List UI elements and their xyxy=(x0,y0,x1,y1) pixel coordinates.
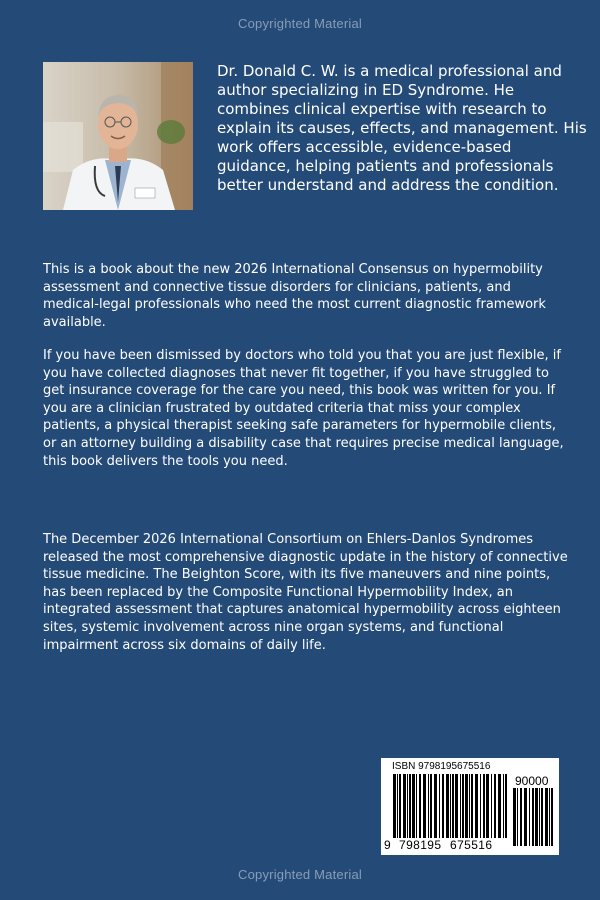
watermark-bottom: Copyrighted Material xyxy=(238,867,362,882)
barcode-digits-group1: 798195 xyxy=(399,838,442,852)
barcode-digit-lead: 9 xyxy=(384,838,392,852)
author-bio: Dr. Donald C. W. is a medical professional and author specializing in ED Syndrome. He combines clinical expertise with research to explain its causes, effects, and management. His work offers accessible, evidence-based guidance, helping patients and professionals better understand and address the condition. xyxy=(217,62,587,194)
description-paragraph-1: This is a book about the new 2026 International Consensus on hypermobility assessment and connective tissue disorders for clinicians, patients, and medical-legal professionals who need the most current diagnostic framework available. xyxy=(43,262,546,330)
barcode-digits-group2: 675516 xyxy=(450,838,493,852)
author-photo xyxy=(43,62,193,210)
watermark-top: Copyrighted Material xyxy=(238,16,362,31)
isbn-label: ISBN 9798195675516 xyxy=(392,761,491,772)
isbn-barcode xyxy=(381,758,559,855)
description-paragraph-3: The December 2026 International Consortium on Ehlers-Danlos Syndromes released the most comprehensive diagnostic update in the history of connective tissue medicine. The Beighton Score, with its five maneuvers and nine points, has been replaced by the Composite Functional Hypermobility Index, an integrated assessment that captures anatomical hypermobility across eighteen sites, systemic involvement across nine organ systems, and functional impairment across six domains of daily life. xyxy=(43,532,568,653)
barcode-addon-number: 90000 xyxy=(515,774,549,788)
description-paragraph-2: If you have been dismissed by doctors who told you that you are just flexible, if you have collected diagnoses that never fit together, if you have struggled to get insurance coverage for the care you need, this book was written for you. If you are a clinician frustrated by outdated criteria that miss your complex patients, a physical therapist seeking safe parameters for hypermobile clients, or an attorney building a disability case that requires precise medical language, this book delivers the tools you need. xyxy=(43,348,564,469)
